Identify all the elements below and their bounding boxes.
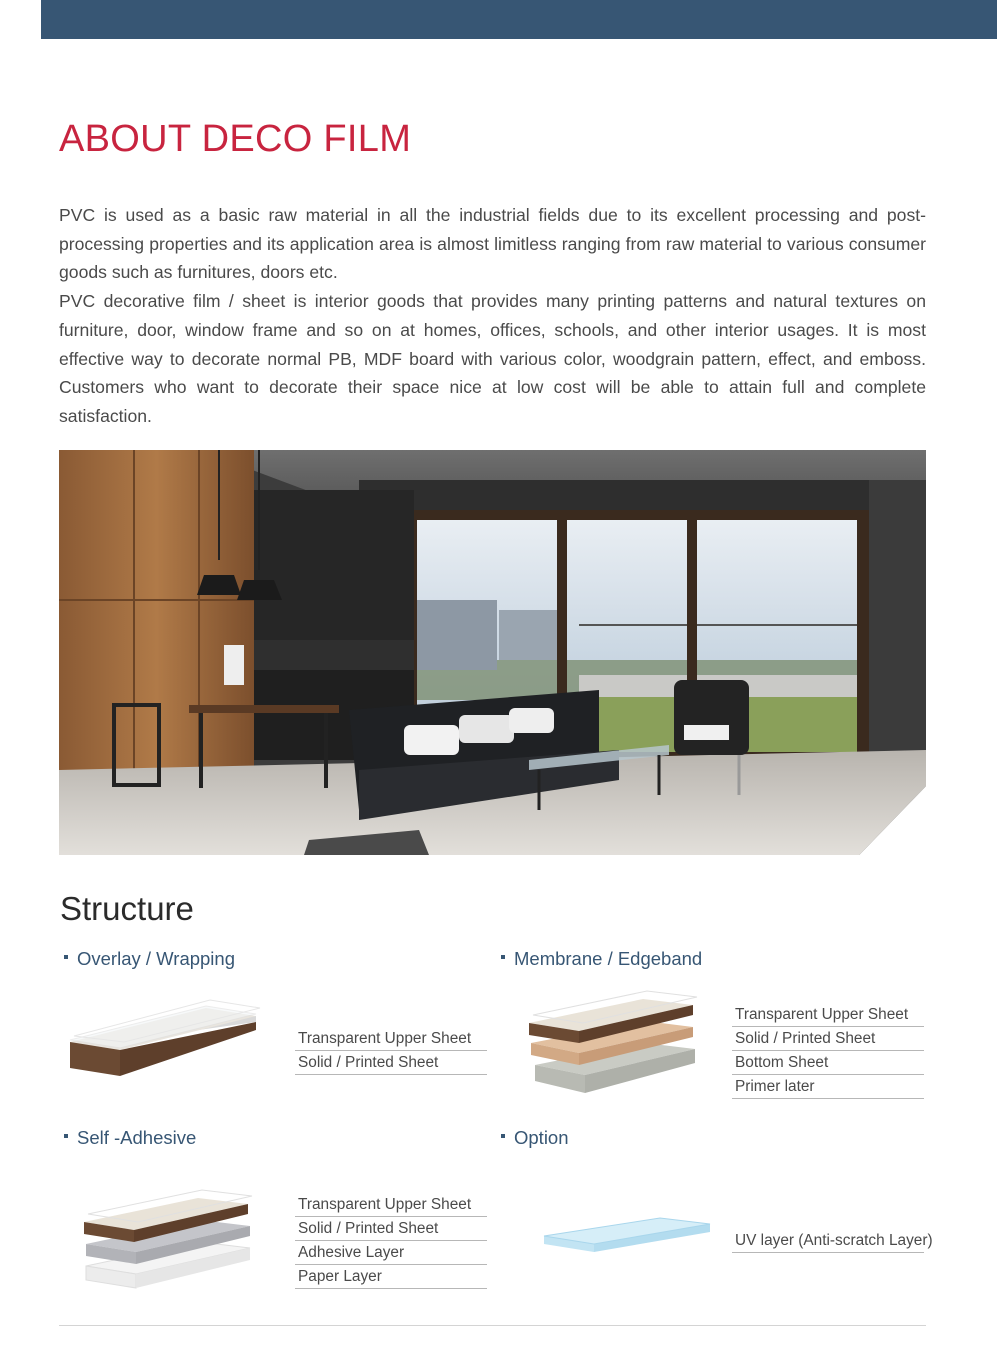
layer-item: UV layer (Anti-scratch Layer) [732,1229,924,1253]
structure-title: Structure [60,890,194,927]
layer-item: Solid / Printed Sheet [295,1051,487,1075]
intro-text [59,201,926,431]
layer-item: Transparent Upper Sheet [295,1027,487,1051]
layer-item: Solid / Printed Sheet [732,1027,924,1051]
self-adhesive-layer-diagram [80,1180,255,1295]
section-heading-label: Overlay / Wrapping [77,948,235,969]
self-adhesive-layer-list [295,1193,487,1289]
square-bullet-icon [64,955,68,959]
option-layer-list [732,1229,933,1253]
layer-item: Bottom Sheet [732,1051,924,1075]
section-heading-label: Self -Adhesive [77,1127,197,1148]
section-heading-label: Membrane / Edgeband [514,948,703,969]
overlay-layer-list [295,1027,487,1075]
layer-item: Transparent Upper Sheet [295,1193,487,1217]
square-bullet-icon [64,1134,68,1138]
footer-divider [59,1325,926,1326]
intro-paragraph-2: PVC decorative film / sheet is interior goods that provides many printing patterns and natural textures on furniture, door, window frame and so on at homes, offices, schools, and other interior usages. It is most effective way to decorate normal PB, MDF board with various color, woodgrain pattern, effect, and emboss. Customers who want to decorate their space nice at low cost will be able to attain full and complete satisfaction. [59,291,926,426]
section-heading-label: Option [514,1127,569,1148]
section-heading-self-adhesive [64,1127,196,1149]
page-title: ABOUT DECO FILM [59,118,412,160]
membrane-layer-diagram [525,985,700,1100]
square-bullet-icon [501,1134,505,1138]
membrane-layer-list [732,1003,924,1099]
section-heading-option [501,1127,569,1149]
layer-item: Solid / Printed Sheet [295,1217,487,1241]
uv-layer-diagram [540,1210,715,1270]
section-heading-membrane [501,948,702,970]
living-room-photo [59,450,926,855]
layer-item: Primer later [732,1075,924,1099]
square-bullet-icon [501,955,505,959]
layer-item: Transparent Upper Sheet [732,1003,924,1027]
overlay-layer-diagram [64,990,264,1080]
layer-item: Adhesive Layer [295,1241,487,1265]
top-banner-bar [41,0,997,39]
intro-paragraph-1: PVC is used as a basic raw material in all the industrial fields due to its excellent processing and post-processing properties and its application area is almost limitless ranging from raw material to various consumer goods such as furnitures, doors etc. [59,205,926,283]
section-heading-overlay [64,948,235,970]
layer-item: Paper Layer [295,1265,487,1289]
